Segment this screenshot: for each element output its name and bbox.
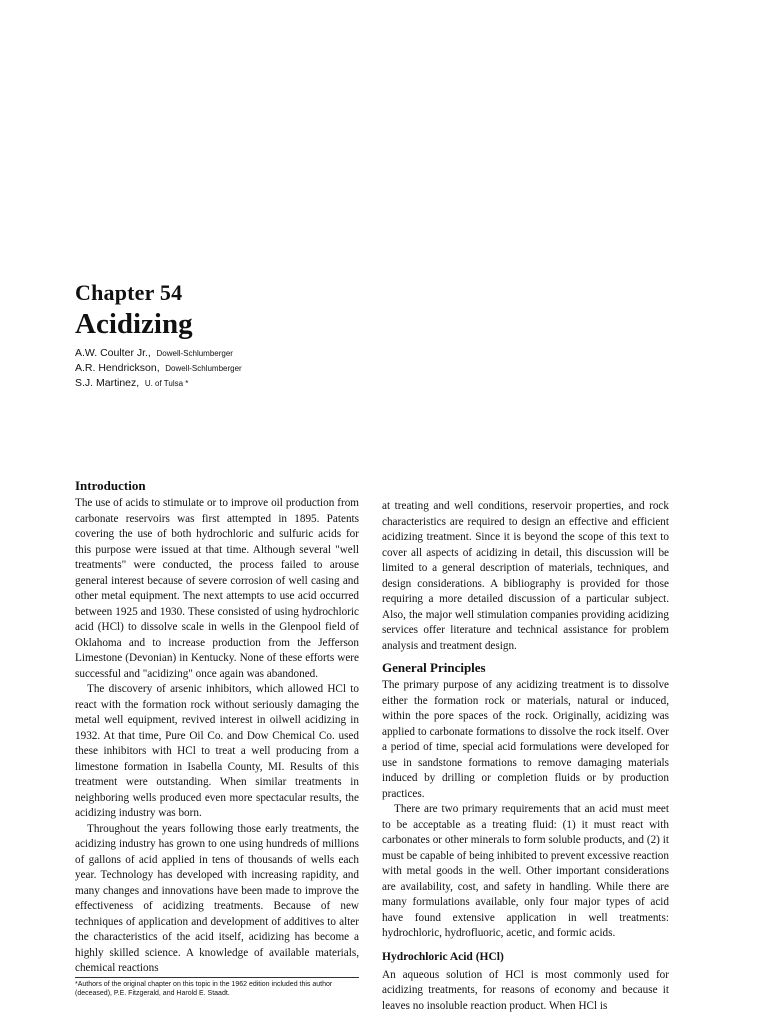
body-paragraph: There are two primary requirements that an acid must meet to be acceptable as a treating fluid: (1) it must react with carbonates or other minerals to form soluble products, and (2) it must be capable of being inhibited to prevent excessive reaction with metal goods in the well. Other important considerations are availability, cost, and safety in handling. While there are many formulations available, only four major types of acid have found extensive application in well treatments: hydrochloric, hydrofluoric, acetic, and formic acids. <box>382 803 669 939</box>
body-paragraph: The discovery of arsenic inhibitors, which allowed HCl to react with the formation rock without seriously damaging the metal well equipment, revived interest in oilwell acidizing in 1932. At that time, Pure Oil Co. and Dow Chemical Co. used these inhibitors with HCl to treat a well producing from a limestone formation in Isabella County, MI. Results of this treatment were outstanding. When similar treatments in neighboring wells produced even more spectacular results, the acidizing industry was born. <box>75 683 359 819</box>
footnote: *Authors of the original chapter on this topic in the 1962 edition included this author (deceased), P.E. Fitzgerald, and Harold E. Staadt. <box>75 981 333 997</box>
section-heading-introduction: Introduction <box>75 478 146 493</box>
subsection-heading-hcl: Hydrochloric Acid (HCl) <box>382 950 504 963</box>
author-name: A.W. Coulter Jr., <box>75 347 151 359</box>
body-paragraph: The primary purpose of any acidizing treatment is to dissolve either the formation rock or materials, natural or induced, within the pore spaces of the rock. Originally, acidizing was applied to carbonate formations to dissolve the rock itself. Over a period of time, special acid formulations were developed for use in sandstone formations to remove damaging materials induced by drilling or completion fluids or by production practices. <box>382 679 669 800</box>
author-line <box>75 361 242 376</box>
body-paragraph: at treating and well conditions, reservoir properties, and rock characteristics are required to design an effective and efficient acidizing treatment. Since it is beyond the scope of this text to cover all aspects of acidizing in detail, this discussion will be limited to a general description of materials, techniques, and design considerations. A bibliography is provided for those requiring a more detailed discussion of a particular subject. Also, the major well stimulation companies providing acidizing services offer literature and technical assistance for problem analysis and treatment design. <box>382 500 669 652</box>
author-line <box>75 346 242 361</box>
body-paragraph: The use of acids to stimulate or to improve oil production from carbonate reservoirs was first attempted in 1895. Patents covering the use of both hydrochloric and sulfuric acids for this purpose were issued at that time. Although several "well treatments" were conducted, the process failed to arouse general interest because of severe corrosion of well casing and other metal equipment. The next attempts to use acid occurred between 1925 and 1930. These consisted of using hydrochloric acid (HCl) to dissolve scale in wells in the Glenpool field of Oklahoma and to increase production from the Jefferson Limestone (Devonian) in Kentucky. None of these efforts were successful and "acidizing" once again was abandoned. <box>75 497 359 680</box>
author-name: A.R. Hendrickson, <box>75 362 160 374</box>
footnote-divider <box>75 977 359 978</box>
right-column <box>382 499 669 1014</box>
author-list <box>75 346 242 391</box>
section-heading-general-principles: General Principles <box>382 660 486 675</box>
chapter-number: Chapter 54 <box>75 280 183 305</box>
author-line <box>75 376 242 391</box>
author-name: S.J. Martinez, <box>75 377 140 389</box>
body-paragraph: An aqueous solution of HCl is most commonly used for acidizing treatments, for reasons of economy and because it leaves no insoluble reaction product. When HCl is <box>382 968 669 1012</box>
author-affiliation: Dowell-Schlumberger <box>165 364 242 373</box>
left-column <box>75 477 359 977</box>
chapter-title: Acidizing <box>75 308 193 340</box>
author-affiliation: Dowell-Schlumberger <box>156 349 233 358</box>
body-paragraph: Throughout the years following those early treatments, the acidizing industry has grown to one using hundreds of millions of gallons of acid applied in tens of thousands of wells each year. Technology has developed with increasing rapidity, and many changes and innovations have been made to improve the effectiveness of acidizing treatments. Because of new techniques of application and development of additives to alter the characteristics of the acid itself, acidizing has become a highly skilled science. A knowledge of available materials, chemical reactions <box>75 822 359 974</box>
author-affiliation: U. of Tulsa * <box>144 379 189 388</box>
chapter-header <box>75 279 193 341</box>
